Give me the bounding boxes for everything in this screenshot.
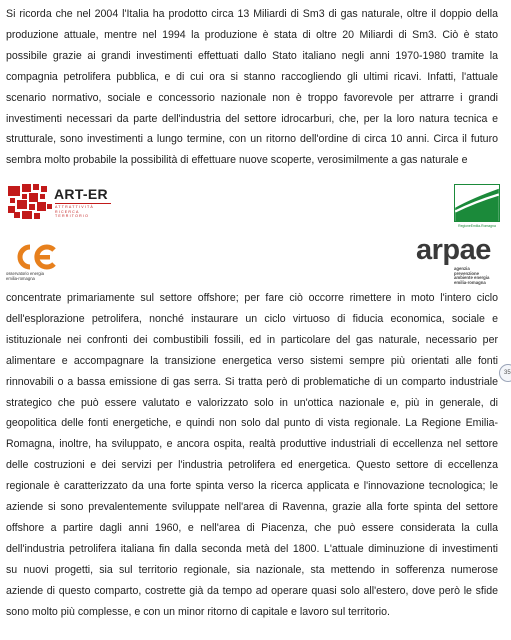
art-er-tagline-1: ATTRATTIVITÀ [55,205,95,209]
art-er-name: ART-ER [54,186,108,202]
arpae-caption-4: emilia-romagna [454,279,486,285]
text-line: compagnia petrolifera pubblica, e di cui ora si stanno raccogliendo gli ultimi ricavi. Infatti, l'attuale [6,70,498,83]
oe-mark-icon [10,244,58,270]
arpae-caption [454,267,489,285]
oe-caption-2: emilia-romagna [6,276,35,281]
art-er-tagline-3: TERRITORIO [55,214,90,219]
text-line: rinnovabili o a bassa emissione di gas serra. Si tratta però di problematiche di un comparto industriale [6,375,498,388]
text-line: alimentare e accompagnare la transizione energetica verso sistemi sempre più orientati alle fonti [6,354,498,367]
regione-caption: RegioneEmilia-Romagna [458,224,496,228]
art-er-rule [55,203,111,204]
text-line: produzione attuale, mentre nel 1994 la produzione è stata di oltre 20 Miliardi di Sm3. Ciò è stato [6,28,498,41]
text-line: offshore a partire dagli anni 1960, e nell'area di Piacenza, che può essere considerata la culla [6,521,498,534]
art-er-tagline [55,205,94,219]
text-line: scenario normativo, sociale e concessorio nazionale non è troppo favorevole per attrarre i grandi [6,91,498,104]
text-line: dell'esplorazione petrolifera, nonché instaurare un ciclo virtuoso di fiducia economica, sociale e [6,312,498,325]
text-line: Romagna, inoltre, ha sviluppato, e ancora ospita, realtà produttive industriali di eccellenza nel settore [6,438,498,451]
arpae-logo [416,234,500,286]
osservatorio-energia-logo [6,244,66,284]
text-line: geopolitica delle fonti energetiche, e quindi non solo dal punto di vista regionale. La Regione Emilia- [6,417,498,430]
arpae-caption-2: prevenzione [454,270,480,276]
text-line: strutturale, sono investimenti a lungo termine, con un ritorno dell'ordine di circa 10 anni. Circa il futuro [6,133,498,146]
text-line: investimenti necessari da parte dell'industria del settore idrocarburi, che, per la loro natura tecnica e [6,112,498,125]
page-number-marker[interactable]: 35 [499,364,511,382]
art-er-mosaic-icon [8,184,54,220]
text-line: strategico che può essere valutato e valorizzato solo in un'ottica nazionale e, più in generale, di [6,396,498,409]
text-line: concentrate primariamente sul settore offshore; per fare ciò occorre rimettere in moto l'intero ciclo [6,292,498,304]
paragraph-top [6,4,498,171]
regione-flag-icon [454,184,500,222]
arpae-name: arpae [416,234,491,266]
art-er-logo [8,184,112,222]
text-line: su nuovi progetti, sia sul territorio regionale, sia nazionale, sta mettendo in sofferenza numerose [6,563,498,576]
text-line: istituzionale nei confronti dei combustibili fossili, ed in particolare del gas naturale, necessario per [6,333,498,346]
arpae-caption-3: ambiente energia [454,275,490,281]
arpae-caption-1: agenzia [454,266,470,271]
text-line: sono molto più complesse, e con un minor ritorno di capitale e lavoro sul territorio. [6,605,390,618]
regione-emilia-romagna-logo [454,184,500,232]
paragraph-bottom [6,288,498,623]
text-line: aziende si sono prevalentemente sviluppate nell'area di Ravenna, grazie alla forte spinta del settore [6,501,498,514]
text-line: delle costruzioni e dei servizi per l'industria petrolifera ed energetica. Questo settore di eccellenza [6,459,498,472]
text-line: sembra molto probabile la possibilità di effettuare nuove scoperte, verosimilmente a gas naturale e [6,154,468,167]
text-line: dell'industria petrolifera italiana fin dalla seconda metà del 1800. L'attuale diminuzione di investimenti [6,542,498,555]
oe-caption-1: osservatorio energia [6,271,44,276]
oe-caption [6,271,44,281]
art-er-tagline-2: RICERCA [55,209,80,214]
text-line: Si ricorda che nel 2004 l'Italia ha prodotto circa 13 Miliardi di Sm3 di gas naturale, oltre il doppio della [6,8,498,20]
text-line: aziende di questo comparto, costrette già da tempo ad operare quasi solo all'estero, dove però le sfide [6,584,498,597]
text-line: possibile grazie ai grandi investimenti effettuati dallo Stato italiano negli anni 1970-1980 tramite la [6,49,498,62]
text-line: regionale è caratterizzato da una forte spinta verso la ricerca applicata e l'innovazione tecnologica; le [6,480,498,493]
